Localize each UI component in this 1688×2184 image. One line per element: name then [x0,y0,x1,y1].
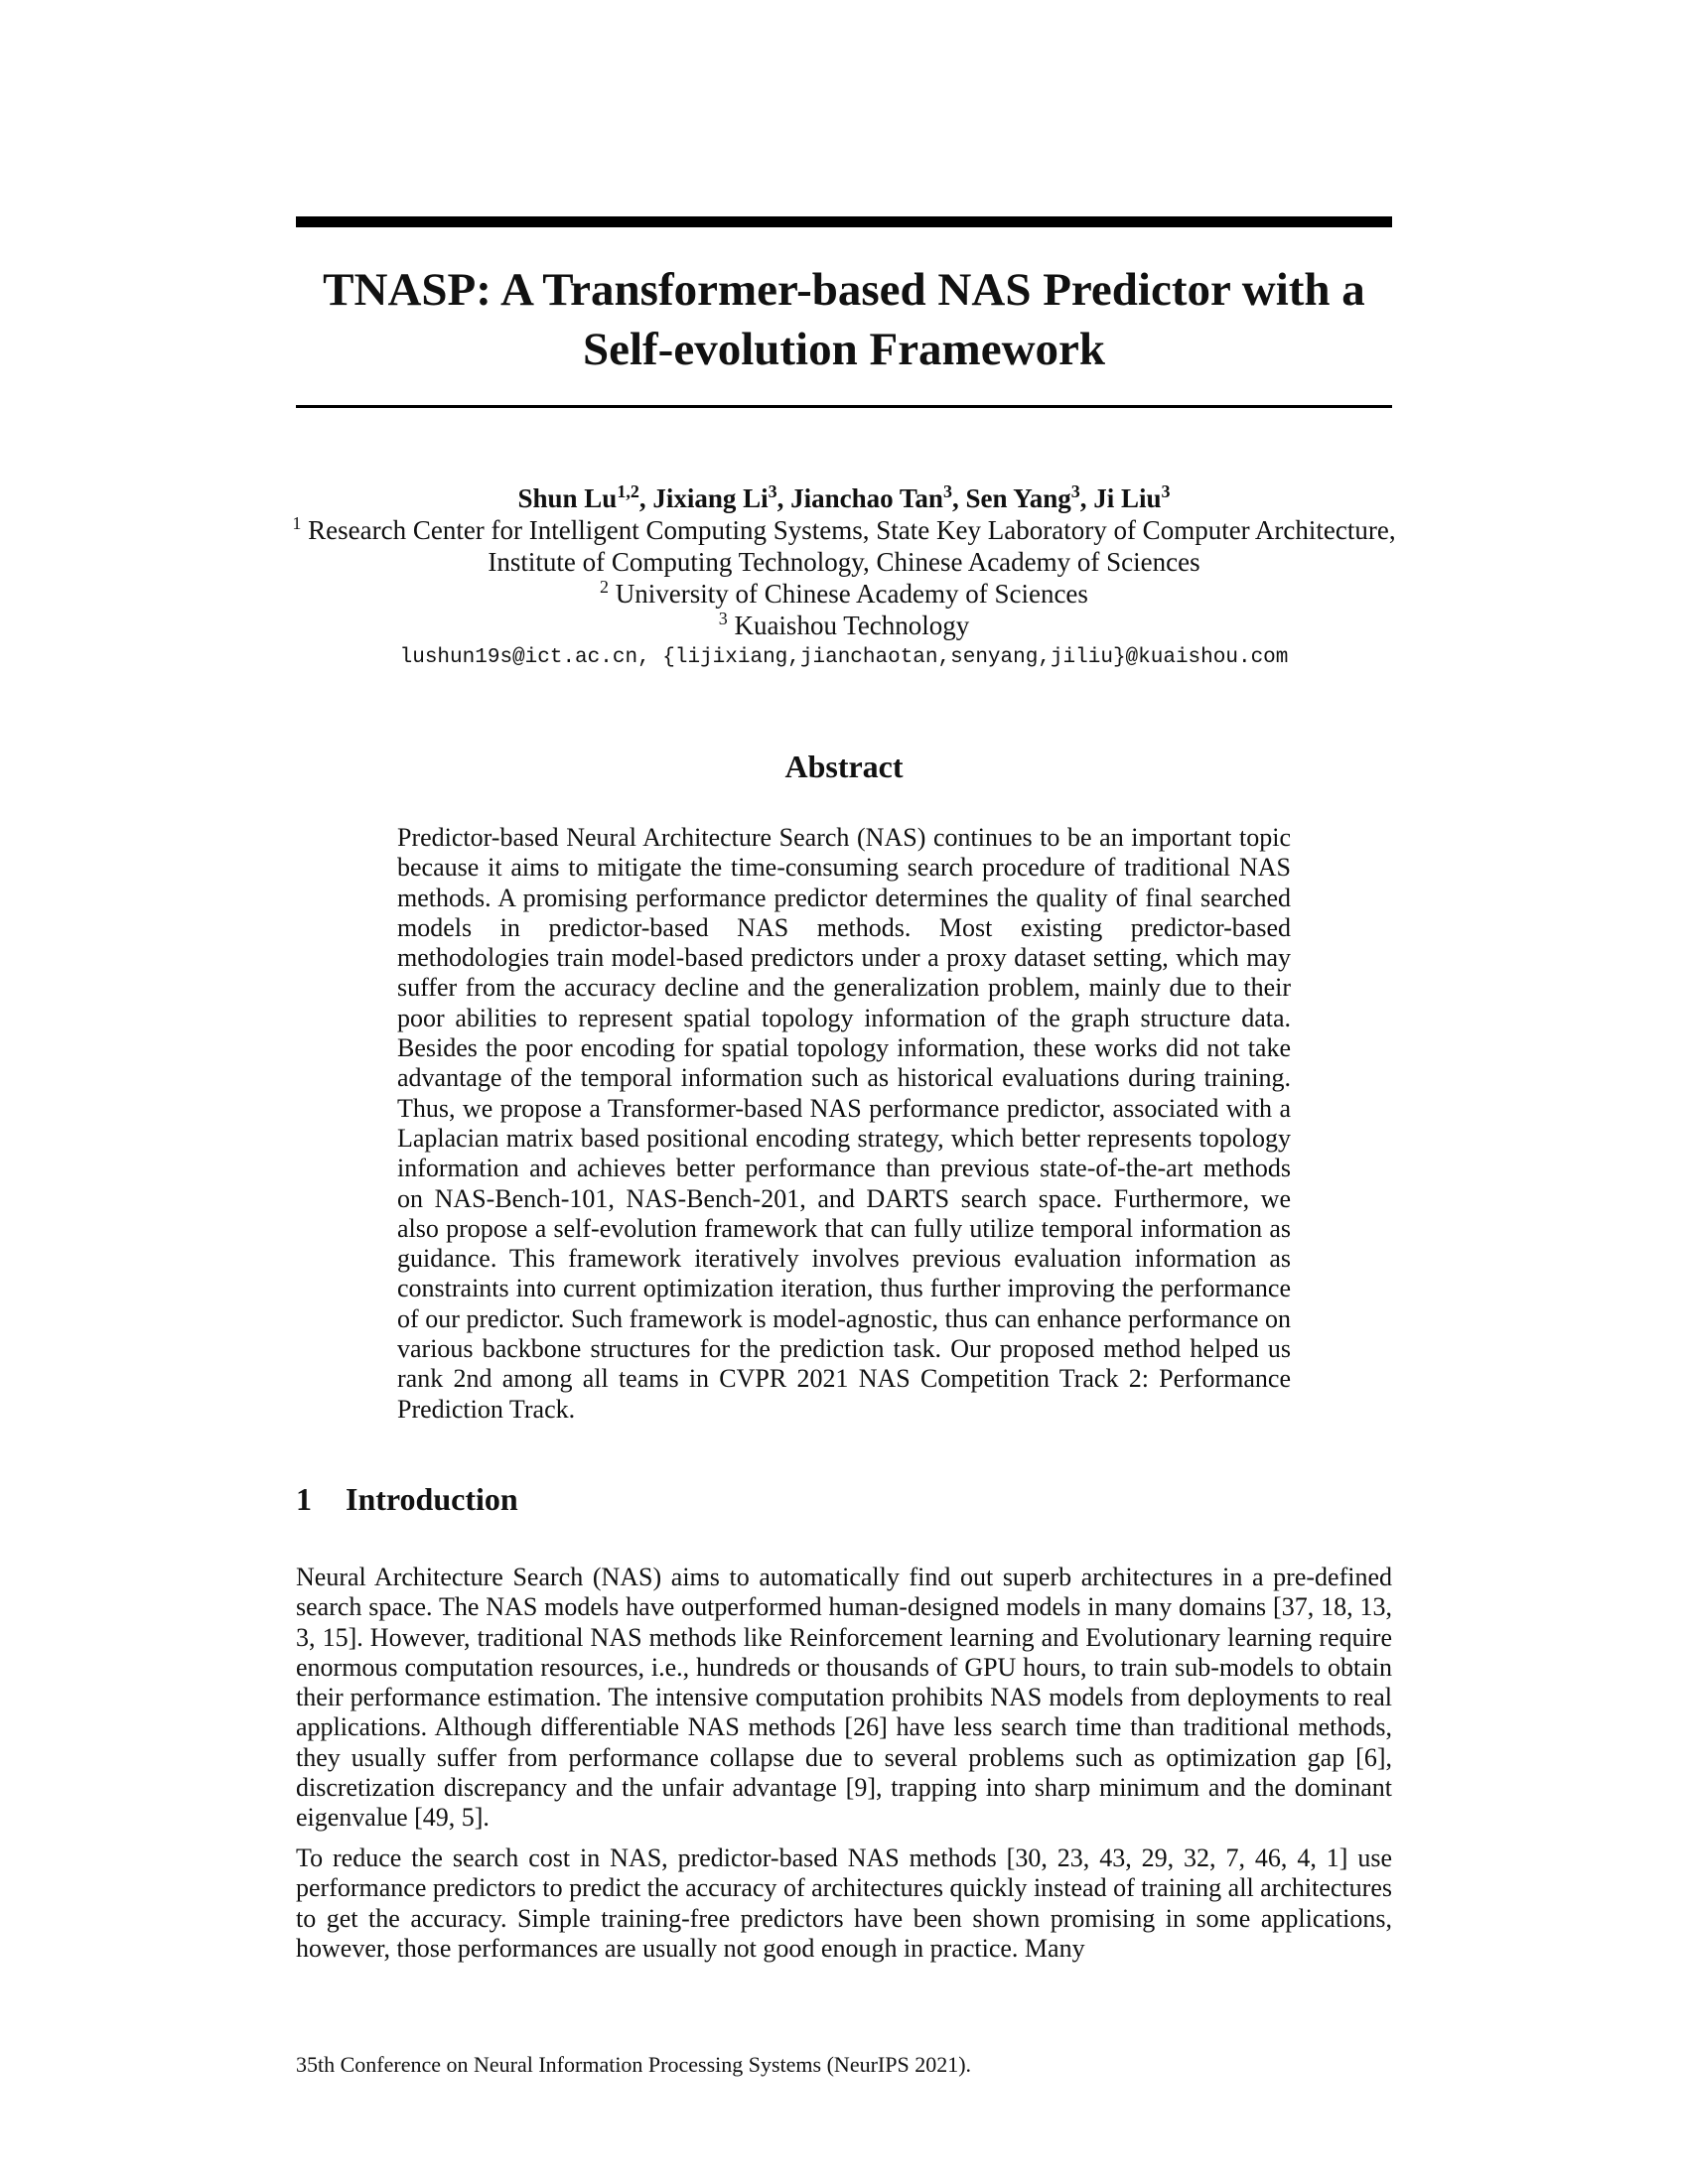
author-affiliation-mark: 3 [1070,481,1080,501]
title-bottom-rule [296,405,1392,408]
abstract-text: Predictor-based Neural Architecture Search (NAS) continues to be an important topic because it aims to mitigate the time-consuming search procedure of traditional NAS methods. A promising performance predictor determines the quality of final searched models in predictor-based NAS methods. Most existing predictor-based methodologies train model-based predictors under a proxy dataset setting, which may suffer from the accuracy decline and the generalization problem, mainly due to their poor abilities to represent spatial topology information of the graph structure data. Besides the poor encoding for spatial topology information, these works did not take advantage of the temporal information such as historical evaluations during training. Thus, we propose a Transformer-based NAS performance predictor, associated with a Laplacian matrix based positional encoding strategy, which better represents topology information and achieves better performance than previous state-of-the-art methods on NAS-Bench-101, NAS-Bench-201, and DARTS search space. Furthermore, we also propose a self-evolution framework that can fully utilize temporal information as guidance. This framework iteratively involves previous evaluation information as constraints into current optimization iteration, thus further improving the performance of our predictor. Such framework is model-agnostic, thus can enhance performance on various backbone structures for the prediction task. Our proposed method helped us rank 2nd among all teams in CVPR 2021 NAS Competition Track 2: Performance Prediction Track. [397,823,1291,1424]
section-title: Introduction [346,1481,518,1517]
affiliation-text: Kuaishou Technology [734,611,970,640]
author-separator: , [951,483,966,513]
title-top-rule [296,216,1392,227]
conference-footnote: 35th Conference on Neural Information Processing Systems (NeurIPS 2021). [296,2052,972,2077]
title-line-1: TNASP: A Transformer-based NAS Predictor with a [323,264,1365,316]
author-name: Ji Liu [1093,483,1162,513]
author-affiliation-mark: 3 [1161,481,1171,501]
author-affiliation-mark: 3 [768,481,777,501]
section-heading [296,1479,518,1519]
affiliation-text: Research Center for Intelligent Computing Systems, State Key Laboratory of Computer Architecture, [308,515,1396,545]
author-name: Jianchao Tan [790,483,943,513]
author-separator: , [776,483,791,513]
affiliation-mark: 3 [718,609,728,628]
author-separator: , [638,483,653,513]
author-affiliation-mark: 1,2 [617,481,639,501]
affiliation-line [248,546,1440,578]
affiliation-line [248,514,1440,546]
author-name: Jixiang Li [652,483,769,513]
affiliation-mark: 2 [600,577,610,597]
author-list [296,480,1392,516]
author-name: Shun Lu [517,483,618,513]
abstract-heading: Abstract [784,749,904,784]
affiliation-mark: 1 [292,513,302,533]
author-name: Sen Yang [965,483,1071,513]
affiliation-text: University of Chinese Academy of Sciences [615,579,1088,609]
title-line-2: Self-evolution Framework [582,324,1106,375]
paper-title [296,260,1392,379]
affiliation-text: Institute of Computing Technology, Chinese Academy of Sciences [488,547,1200,577]
body-paragraph: To reduce the search cost in NAS, predictor-based NAS methods [30, 23, 43, 29, 32, 7, 46, 4, 1] use performance predictors to predict the accuracy of architectures quickly instead of training all architectures to get the accuracy. Simple training-free predictors have been shown promising in some applications, however, those performances are usually not good enough in practice. Many [296,1843,1392,1963]
body-paragraph: Neural Architecture Search (NAS) aims to automatically find out superb architectures in a pre-defined search space. The NAS models have outperformed human-designed models in many domains [37, 18, 13, 3, 15]. However, traditional NAS methods like Reinforcement learning and Evolutionary learning require enormous computation resources, i.e., hundreds or thousands of GPU hours, to train sub-models to obtain their performance estimation. The intensive computation prohibits NAS models from deployments to real applications. Although differentiable NAS methods [26] have less search time than traditional methods, they usually suffer from performance collapse due to several problems such as optimization gap [6], discretization discrepancy and the unfair advantage [9], trapping into sharp minimum and the dominant eigenvalue [49, 5]. [296,1563,1392,1833]
section-number: 1 [296,1481,312,1517]
affiliation-line [248,610,1440,641]
author-affiliation-mark: 3 [942,481,952,501]
author-emails: lushun19s@ict.ac.cn, {lijixiang,jianchaotan,senyang,jiliu}@kuaishou.com [399,646,1289,669]
affiliation-line [248,578,1440,610]
author-separator: , [1079,483,1094,513]
